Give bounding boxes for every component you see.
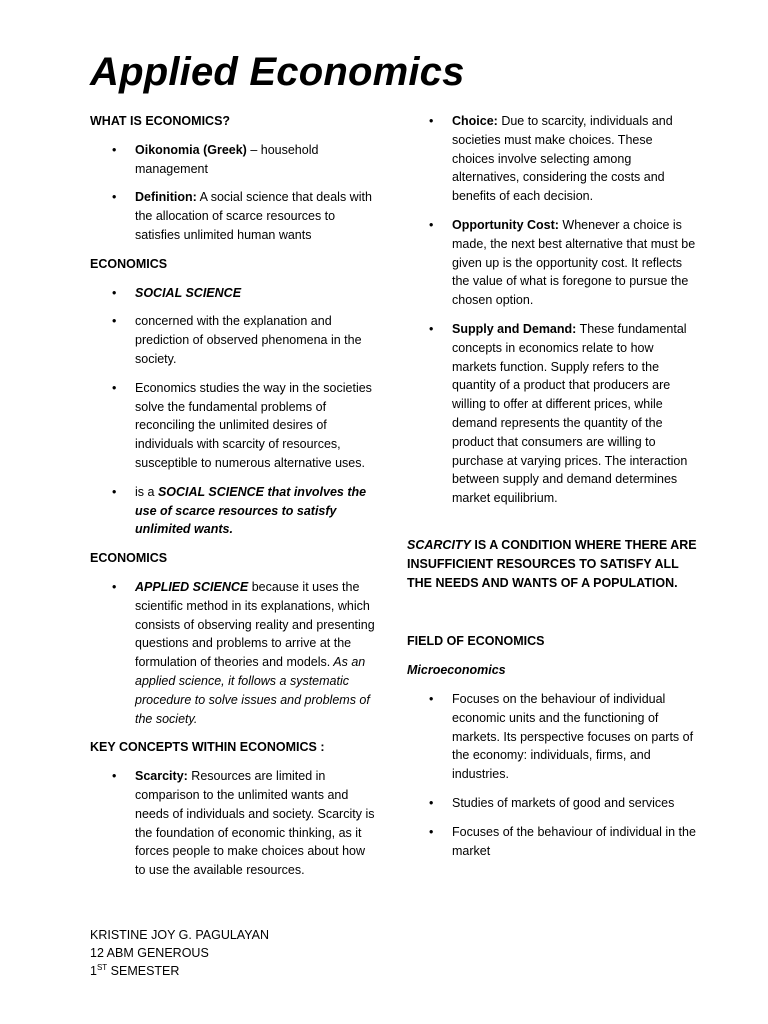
applied-list [90,578,375,728]
term: Opportunity Cost: [452,217,559,232]
text: Economics studies the way in the societies solve the fundamental problems of reconciling the unlimited desires of individuals with scarcity of resources, susceptible to numerous alternative uses. [135,380,372,470]
text: Focuses on the behaviour of individual economic units and the functioning of markets. Its perspective focuses on parts of the economy: individuals, firms, and industries. [452,691,694,782]
scarcity-statement [407,536,697,592]
heading-field-of-economics: FIELD OF ECONOMICS [407,634,545,649]
term: Supply and Demand: [452,321,577,336]
term: SOCIAL SCIENCE [135,285,242,300]
list-item [90,284,375,303]
text: Resources are limited in comparison to the unlimited wants and needs of individuals and society. Scarcity is the foundation of economic thinking, as it forces people to make choices about how to use the available resources. [135,769,375,878]
semester [90,962,269,980]
list-item [407,690,697,784]
micro-list [407,690,697,860]
right-column [407,112,697,870]
text: concerned with the explanation and prediction of observed phenomena in the society. [135,314,362,366]
semester-text: SEMESTER [107,964,180,978]
footer [90,926,269,980]
heading-microeconomics: Microeconomics [407,663,506,678]
term: Definition: [135,190,197,205]
text: because it uses the scientific method in its explanations, which consists of observing reality and presenting questions and problems to arrive at the formulation of theories and models. [135,579,375,670]
list-item [407,794,697,813]
scarcity-text: IS A CONDITION WHERE THERE ARE INSUFFICIENT RESOURCES TO SATISFY ALL THE NEEDS AND WANTS OF A POPULATION. [407,537,697,590]
section: 12 ABM GENEROUS [90,946,209,960]
semester-num: 1 [90,964,97,978]
concepts-continued-list [407,112,697,508]
page-title: Applied Economics [90,50,465,94]
heading-key-concepts: KEY CONCEPTS WITHIN ECONOMICS : [90,740,325,755]
list-item [407,112,697,206]
heading-economics-applied: ECONOMICS [90,551,168,566]
heading-what-is-economics: WHAT IS ECONOMICS? [90,114,231,128]
text: Due to scarcity, individuals and societies must make choices. These choices involve selecting among alternatives, considering the costs and benefits of each decision. [452,114,673,204]
what-is-list [90,141,375,245]
list-item [90,188,375,244]
author-name: KRISTINE JOY G. PAGULAYAN [90,928,269,942]
left-column [90,112,375,890]
scarcity-word: SCARCITY [407,537,471,552]
list-item [90,767,375,880]
term: APPLIED SCIENCE [135,579,249,594]
term: Choice: [452,114,498,128]
list-item [90,141,375,179]
list-item [407,823,697,861]
key-concepts-list [90,767,375,880]
term: SOCIAL SCIENCE that involves the use of scarce resources to satisfy unlimited wants. [135,484,367,537]
term: Scarcity: [135,769,188,784]
text: These fundamental concepts in economics relate to how markets function. Supply refers to the quantity of a product that producers are willing to offer at different prices, while demand represents the quantity of the product that consumers are willing to purchase at varying prices. The interaction between supply and demand determines market equilibrium. [452,321,688,506]
text: A social science that deals with the allocation of scarce resources to satisfies unlimited human wants [135,190,372,242]
text: Whenever a choice is made, the next best alternative that must be given up is the opportunity cost. It reflects the value of what is foregone to pursue the chosen option. [452,217,696,308]
term: Oikonomia (Greek) [135,142,247,157]
list-item [90,578,375,728]
list-item [90,312,375,368]
economics-list [90,284,375,540]
text: is a [135,484,158,499]
heading-economics: ECONOMICS [90,256,168,271]
italic-text: As an applied science, it follows a systematic procedure to solve issues and problems of the society. [135,655,370,726]
list-item [90,379,375,473]
text: – household management [135,142,319,176]
semester-sup: ST [96,962,108,972]
list-item [407,216,697,310]
text: Focuses of the behaviour of individual in the market [452,824,696,858]
list-item [90,483,375,539]
list-item [407,320,697,508]
text: Studies of markets of good and services [452,795,675,810]
